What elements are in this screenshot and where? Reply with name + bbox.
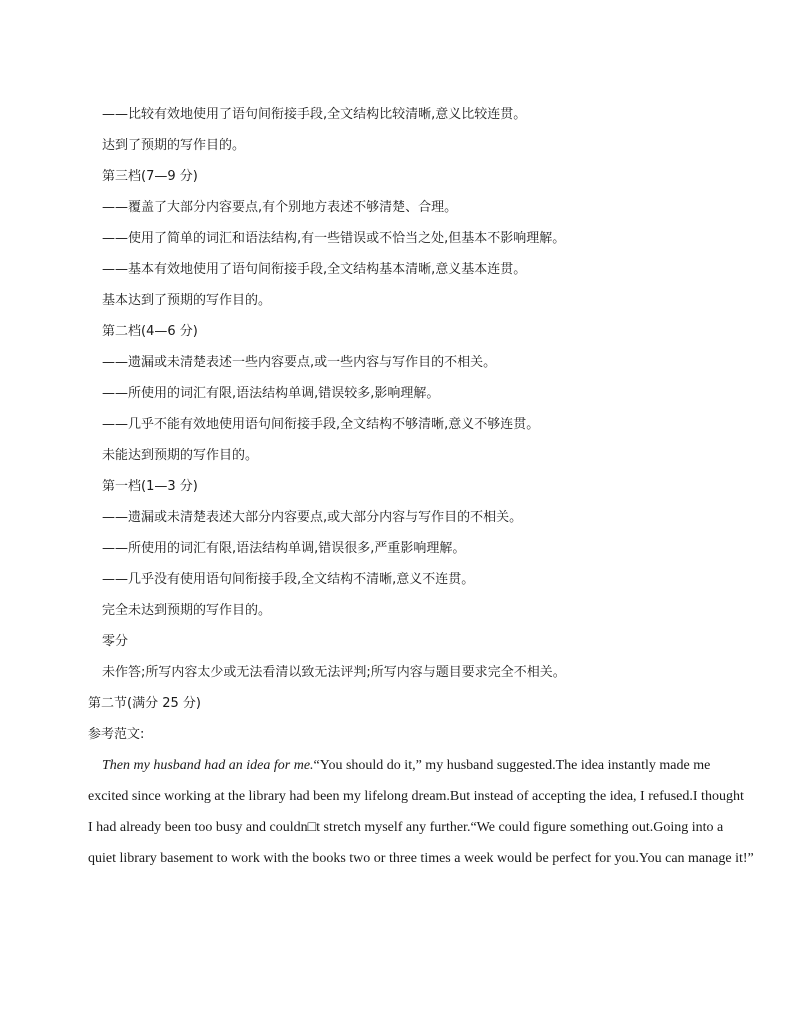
essay-line: I had already been too busy and couldn□t stretch myself any further.“We could figure something out.Going into a [88,820,724,835]
section-heading: 第二节(满分 25 分) [88,696,201,711]
criterion-line: ——遗漏或未清楚表述一些内容要点,或一些内容与写作目的不相关。 [102,355,497,370]
grade-heading: 第二档(4—6 分) [102,324,198,339]
reference-label: 参考范文: [88,727,145,742]
criterion-line: ——覆盖了大部分内容要点,有个别地方表述不够清楚、合理。 [102,200,458,215]
criterion-line: ——几乎没有使用语句间衔接手段,全文结构不清晰,意义不连贯。 [102,572,475,587]
grade-heading: 第一档(1—3 分) [102,479,198,494]
criterion-line: ——所使用的词汇有限,语法结构单调,错误很多,严重影响理解。 [102,541,466,556]
essay-line: excited since working at the library had been my lifelong dream.But instead of accepting the idea, I refused.I thought [88,789,744,804]
criterion-line: 基本达到了预期的写作目的。 [102,293,272,308]
grade-heading: 第三档(7—9 分) [102,169,198,184]
criterion-line: ——所使用的词汇有限,语法结构单调,错误较多,影响理解。 [102,386,440,401]
criterion-line: ——基本有效地使用了语句间衔接手段,全文结构基本清晰,意义基本连贯。 [102,262,527,277]
essay-text: “You should do it,” my husband suggested.The idea instantly made me [313,758,711,773]
grade-heading: 零分 [102,634,129,649]
essay-italic-opening: Then my husband had an idea for me. [102,758,314,773]
criterion-line: ——遗漏或未清楚表述大部分内容要点,或大部分内容与写作目的不相关。 [102,510,523,525]
criterion-line: 未能达到预期的写作目的。 [102,448,259,463]
criterion-line: 达到了预期的写作目的。 [102,138,246,153]
criterion-line: 未作答;所写内容太少或无法看清以致无法评判;所写内容与题目要求完全不相关。 [102,665,566,680]
essay-line: quiet library basement to work with the books two or three times a week would be perfect for you.You can manage it!” [88,851,754,866]
criterion-line: ——比较有效地使用了语句间衔接手段,全文结构比较清晰,意义比较连贯。 [102,107,527,122]
criterion-line: ——使用了简单的词汇和语法结构,有一些错误或不恰当之处,但基本不影响理解。 [102,231,566,246]
criterion-line: ——几乎不能有效地使用语句间衔接手段,全文结构不够清晰,意义不够连贯。 [102,417,540,432]
criterion-line: 完全未达到预期的写作目的。 [102,603,272,618]
essay-line [102,758,710,774]
